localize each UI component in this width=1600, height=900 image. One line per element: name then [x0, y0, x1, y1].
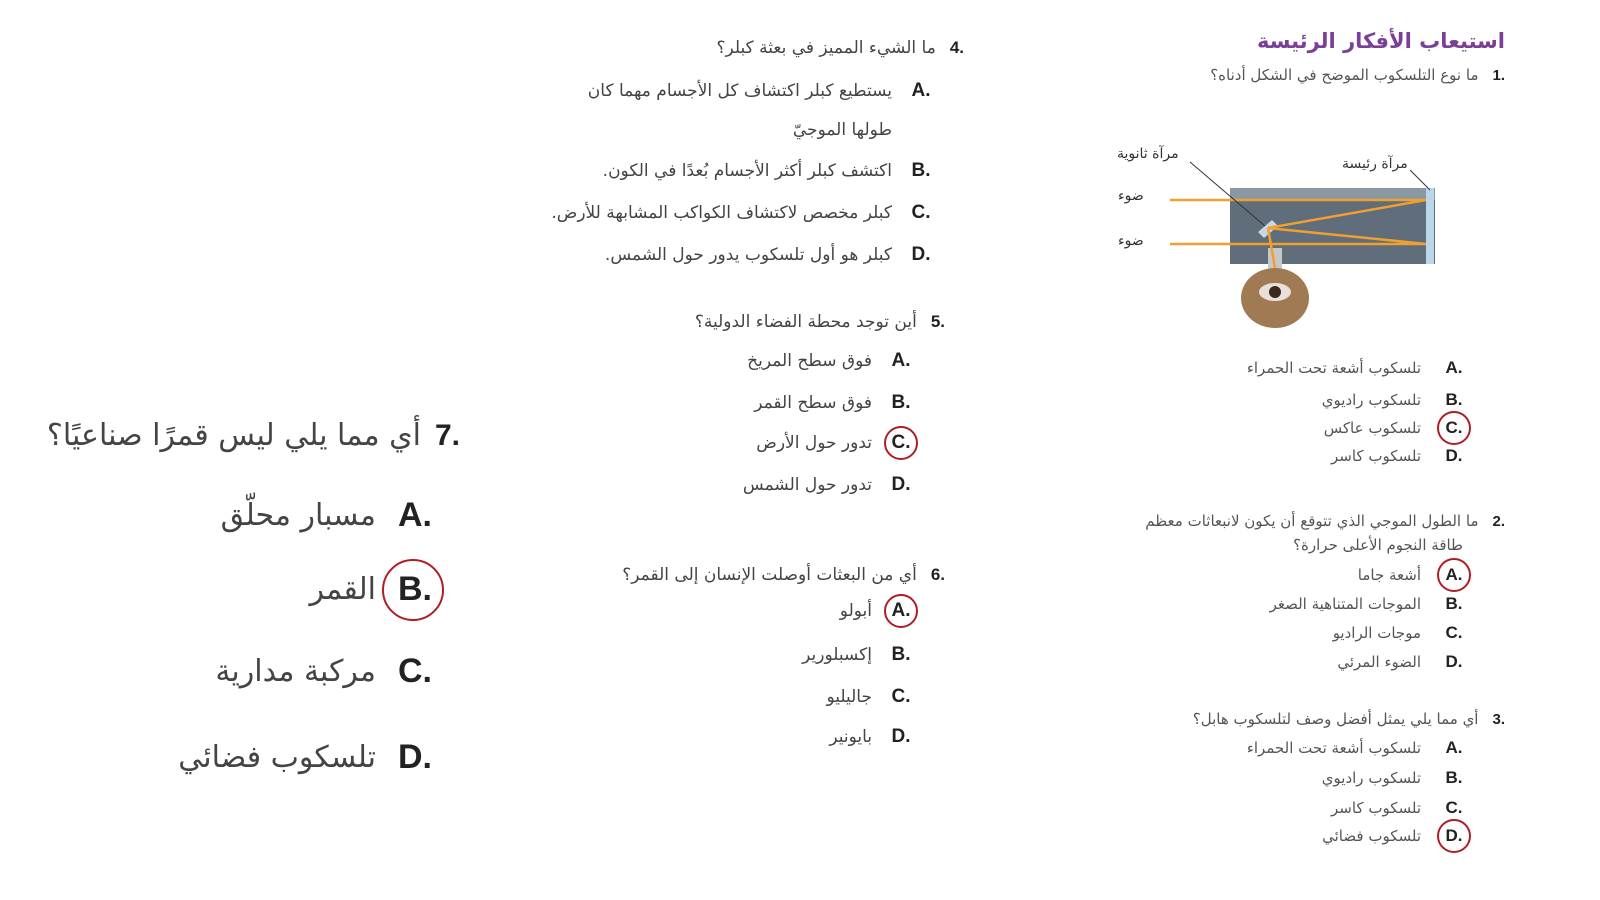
q7-option-c-letter: C.	[398, 652, 432, 690]
question-2-number: 2.	[1492, 513, 1505, 530]
q4-option-d[interactable]	[605, 244, 932, 266]
q2-option-d[interactable]	[1337, 652, 1465, 672]
primary-mirror-shape	[1426, 188, 1434, 264]
light-label-1: ضوء	[1118, 188, 1144, 204]
q7-option-b-text: القمر	[309, 572, 376, 607]
q4-option-a[interactable]	[588, 80, 932, 102]
q7-option-d[interactable]	[178, 738, 432, 777]
q3-option-a-letter: A.	[1445, 738, 1463, 757]
question-1	[1210, 66, 1505, 84]
question-5-number: 5.	[930, 312, 945, 331]
question-3-number: 3.	[1492, 711, 1505, 728]
q2-option-c[interactable]	[1333, 623, 1465, 643]
question-2-text: ما الطول الموجي الذي تتوقع أن يكون لانبعاثات معظم	[1145, 512, 1479, 530]
q6-option-c-letter: C.	[891, 686, 911, 707]
q4-option-b-letter: B.	[911, 160, 931, 181]
q5-option-b-letter: B.	[891, 392, 911, 413]
q4-option-c-letter: C.	[911, 202, 931, 223]
q5-option-a-letter: A.	[891, 350, 911, 371]
q4-option-c[interactable]	[551, 202, 932, 224]
q7-option-b[interactable]	[309, 570, 432, 609]
question-3	[1193, 710, 1505, 728]
q5-option-d-letter: D.	[891, 474, 911, 495]
q6-option-d[interactable]	[829, 726, 912, 748]
q7-option-a-text: مسبار محلّق	[220, 498, 376, 533]
question-7-number: 7.	[434, 419, 460, 452]
question-4	[716, 38, 964, 58]
q6-option-c[interactable]	[826, 686, 912, 708]
question-7-text: أي مما يلي ليس قمرًا صناعيًا؟	[46, 418, 421, 453]
q6-option-b-letter: B.	[891, 644, 911, 665]
q7-option-b-letter-circled: B.	[398, 570, 432, 608]
q1-option-d-text: تلسكوب كاسر	[1331, 447, 1421, 465]
q1-option-a-letter: A.	[1445, 358, 1463, 377]
q3-option-d-text: تلسكوب فضائي	[1322, 827, 1421, 845]
question-1-text: ما نوع التلسكوب الموضح في الشكل أدناه؟	[1210, 66, 1479, 84]
question-4-text: ما الشيء المميز في بعثة كبلر؟	[716, 38, 936, 58]
q6-option-d-text: بايونير	[829, 727, 872, 747]
q7-option-a-letter: A.	[398, 496, 432, 534]
q1-option-d[interactable]	[1331, 446, 1465, 466]
q7-option-c[interactable]	[215, 652, 432, 691]
q2-option-c-letter: C.	[1445, 623, 1463, 642]
question-5-text: أين توجد محطة الفضاء الدولية؟	[694, 312, 917, 332]
question-6-text: أي من البعثات أوصلت الإنسان إلى القمر؟	[622, 565, 917, 585]
q7-option-a[interactable]	[220, 496, 432, 535]
tube-highlight	[1230, 188, 1435, 200]
q4-option-d-letter: D.	[911, 244, 931, 265]
q1-option-c-text: تلسكوب عاكس	[1323, 419, 1421, 437]
q4-option-a-text-line2: طولها الموجيّ	[792, 120, 892, 140]
q2-option-d-letter: D.	[1445, 652, 1463, 671]
question-2	[1145, 512, 1505, 530]
section-heading: استيعاب الأفكار الرئيسة	[1257, 29, 1505, 53]
q5-option-b[interactable]	[754, 392, 912, 414]
q3-option-b-text: تلسكوب راديوي	[1321, 769, 1421, 787]
q5-option-d-text: تدور حول الشمس	[742, 475, 872, 495]
q7-option-d-text: تلسكوب فضائي	[178, 740, 376, 775]
q1-option-a-text: تلسكوب أشعة تحت الحمراء	[1246, 359, 1421, 377]
q2-option-a-letter-circled: A.	[1443, 565, 1465, 585]
q6-option-c-text: جاليليو	[826, 687, 872, 707]
q3-option-c[interactable]	[1331, 798, 1465, 818]
q5-option-b-text: فوق سطح القمر	[754, 393, 872, 413]
q4-option-c-text: كبلر مخصص لاكتشاف الكواكب المشابهة للأرض.	[551, 203, 892, 223]
q4-option-b-text: اكتشف كبلر أكثر الأجسام بُعدًا في الكون.	[602, 161, 892, 181]
q5-option-c[interactable]	[756, 432, 912, 454]
q5-option-a[interactable]	[747, 350, 912, 372]
q6-option-b[interactable]	[802, 644, 912, 666]
q7-option-c-text: مركبة مدارية	[215, 654, 376, 689]
q5-option-c-text: تدور حول الأرض	[756, 433, 872, 453]
q4-option-a-text: يستطيع كبلر اكتشاف كل الأجسام مهما كان	[587, 81, 892, 101]
q4-option-a-letter: A.	[911, 80, 931, 101]
question-7	[47, 418, 460, 453]
q1-option-b-letter: B.	[1445, 390, 1463, 409]
q2-option-b-letter: B.	[1445, 594, 1463, 613]
q3-option-b-letter: B.	[1445, 768, 1463, 787]
question-4-number: 4.	[949, 38, 964, 57]
q2-option-b[interactable]	[1270, 594, 1465, 614]
q1-option-c-letter-circled: C.	[1443, 418, 1465, 438]
primary-mirror-pointer	[1410, 170, 1430, 190]
light-label-2: ضوء	[1118, 233, 1144, 249]
q6-option-a-letter-circled: A.	[891, 600, 911, 621]
q5-option-a-text: فوق سطح المريخ	[747, 351, 872, 371]
q6-option-d-letter: D.	[891, 726, 911, 747]
q3-option-d[interactable]	[1322, 826, 1465, 846]
q3-option-a[interactable]	[1247, 738, 1465, 758]
question-6-number: 6.	[930, 565, 945, 584]
q2-option-b-text: الموجات المتناهية الصغر	[1269, 595, 1421, 613]
q7-option-d-letter: D.	[398, 738, 432, 776]
question-3-text: أي مما يلي يمثل أفضل وصف لتلسكوب هابل؟	[1192, 710, 1479, 728]
q1-option-c[interactable]	[1324, 418, 1465, 438]
q1-option-d-letter: D.	[1445, 446, 1463, 465]
question-6	[622, 565, 945, 585]
q4-option-b[interactable]	[603, 160, 932, 182]
q3-option-c-letter: C.	[1445, 798, 1463, 817]
q6-option-a-text: أبولو	[839, 601, 872, 621]
secondary-mirror-label: مرآة ثانوية	[1117, 146, 1179, 162]
q3-option-c-text: تلسكوب كاسر	[1331, 799, 1421, 817]
question-5	[695, 312, 945, 332]
question-2-text-line2: طاقة النجوم الأعلى حرارة؟	[1293, 536, 1463, 554]
q3-option-d-letter-circled: D.	[1443, 826, 1465, 846]
q6-option-a[interactable]	[840, 600, 912, 622]
q1-option-a[interactable]	[1247, 358, 1465, 378]
q1-option-b[interactable]	[1322, 390, 1465, 410]
q3-option-b[interactable]	[1322, 768, 1465, 788]
q1-option-b-text: تلسكوب راديوي	[1321, 391, 1421, 409]
q2-option-c-text: موجات الراديو	[1332, 624, 1421, 642]
question-1-number: 1.	[1492, 67, 1505, 84]
telescope-diagram	[1110, 140, 1470, 340]
q5-option-d[interactable]	[743, 474, 912, 496]
q3-option-a-text: تلسكوب أشعة تحت الحمراء	[1246, 739, 1421, 757]
q2-option-d-text: الضوء المرئي	[1337, 653, 1421, 671]
q6-option-b-text: إكسبلورير	[802, 645, 872, 665]
q4-option-d-text: كبلر هو أول تلسكوب يدور حول الشمس.	[604, 245, 892, 265]
q5-option-c-letter-circled: C.	[891, 432, 911, 453]
primary-mirror-label: مرآة رئيسة	[1342, 156, 1408, 172]
q2-option-a[interactable]	[1358, 565, 1465, 585]
q2-option-a-text: أشعة جاما	[1357, 566, 1421, 584]
